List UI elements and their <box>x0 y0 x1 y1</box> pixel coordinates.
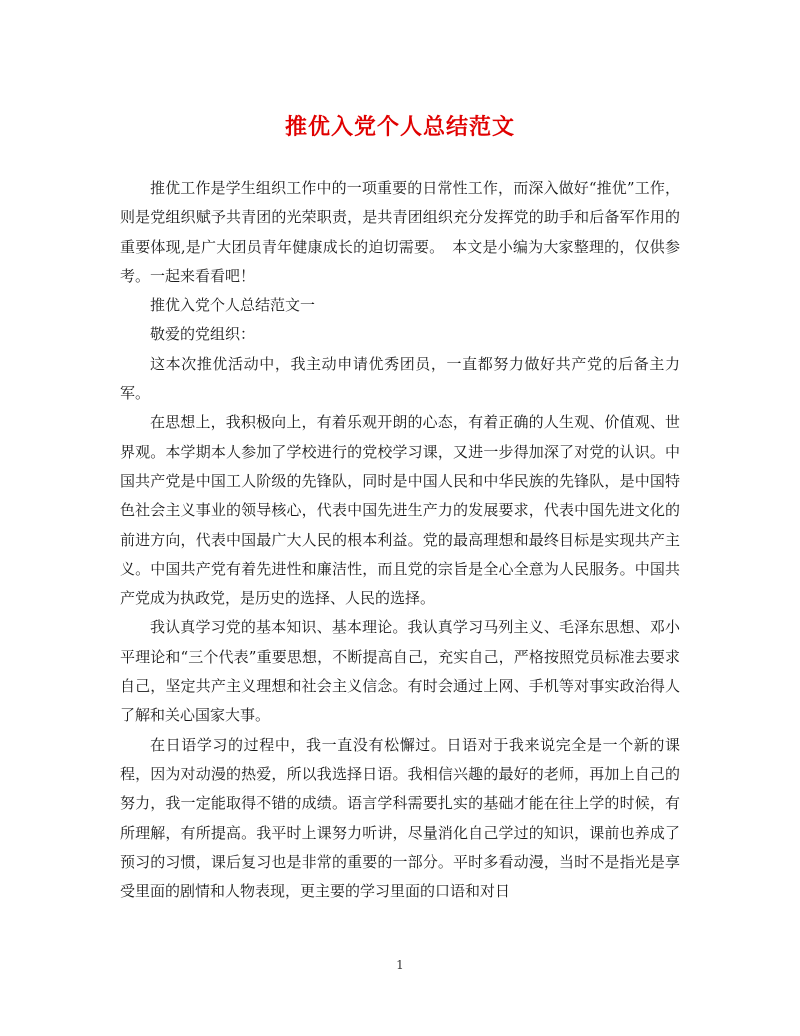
paragraph-salutation: 敬爱的党组织： <box>150 325 256 344</box>
document-body <box>120 174 680 906</box>
document-title: 推优入党个人总结范文 <box>284 114 515 140</box>
paragraph-ideology: 在思想上，我积极向上，有着乐观开朗的心态，有着正确的人生观、价值观、世界观。本学期本人参加了学校进行的党校学习课，又进一步得加深了对党的认识。中国共产党是中国工人阶级的先锋队，同时是中国人民和中华民族的先锋队，是中国特色社会主义事业的领导核心，代表中国先进生产力的发展要求，代表中国先进文化的前进方向，代表中国最广大人民的根本利益。党的最高理想和最终目标是实现共产主义。中国共产党有着先进性和廉洁性，而且党的宗旨是全心全意为人民服务。中国共产党成为执政党，是历史的选择、人民的选择。 <box>120 413 680 608</box>
page-number: 1 <box>396 958 404 972</box>
paragraph-intro: 推优工作是学生组织工作中的一项重要的日常性工作，而深入做好“推优”工作，则是党组织赋予共青团的光荣职责，是共青团组织充分发挥党的助手和后备军作用的重要体现,是广大团员青年健康成长的迫切需要。 本文是小编为大家整理的，仅供参考。一起来看看吧！ <box>120 179 680 285</box>
paragraph-theory-study: 我认真学习党的基本知识、基本理论。我认真学习马列主义、毛泽东思想、邓小平理论和“三个代表”重要思想，不断提高自己，充实自己，严格按照党员标准去要求自己，坚定共产主义理想和社会主义信念。有时会通过上网、手机等对事实政治得人了解和关心国家大事。 <box>120 618 680 725</box>
paragraph-application: 这本次推优活动中，我主动申请优秀团员，一直都努力做好共产党的后备主力军。 <box>120 354 680 403</box>
paragraph-japanese-study: 在日语学习的过程中，我一直没有松懈过。日语对于我来说完全是一个新的课程，因为对动漫的热爱，所以我选择日语。我相信兴趣的最好的老师，再加上自己的努力，我一定能取得不错的成绩。语言学科需要扎实的基础才能在往上学的时候，有所理解，有所提高。我平时上课努力听讲，尽量消化自己学过的知识，课前也养成了预习的习惯，课后复习也是非常的重要的一部分。平时多看动漫，当时不是指光是享受里面的剧情和人物表现，更主要的学习里面的口语和对日 <box>120 735 680 901</box>
paragraph-subtitle: 推优入党个人总结范文一 <box>150 296 316 315</box>
